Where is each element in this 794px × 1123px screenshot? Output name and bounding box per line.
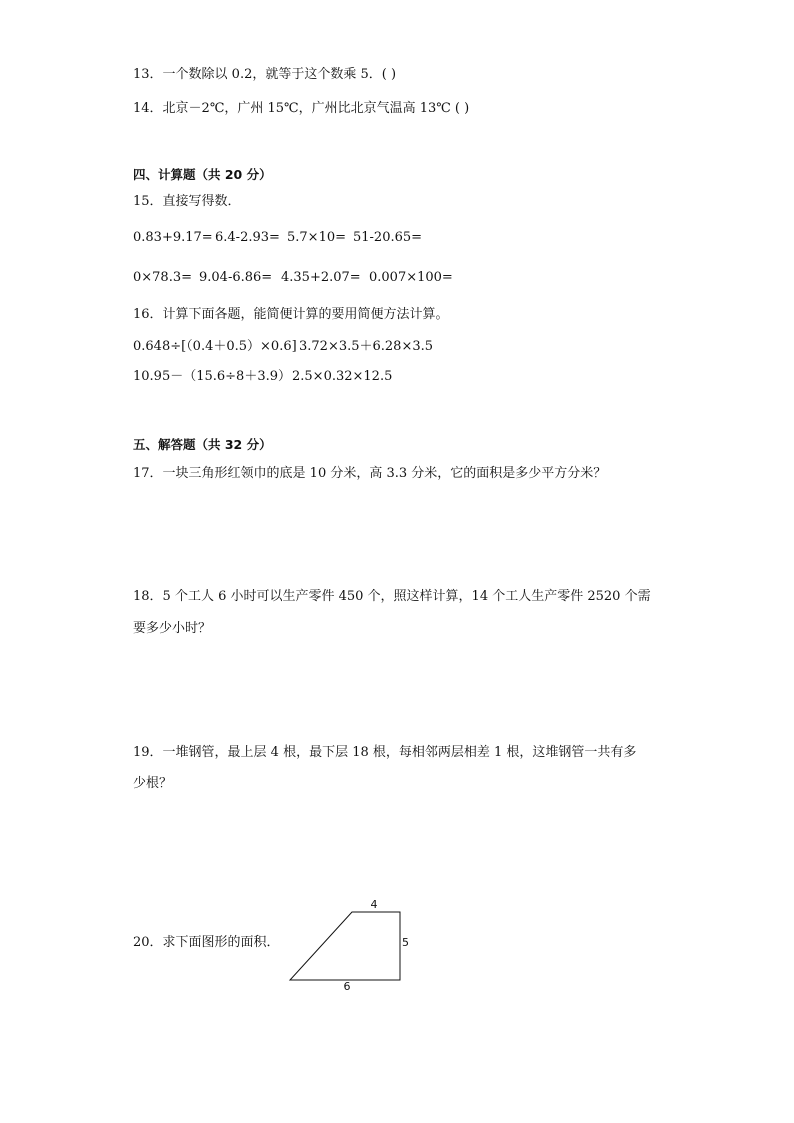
trapezoid-shape: [290, 912, 400, 980]
q16-expr: 3.72×3.5＋6.28×3.5: [299, 339, 434, 354]
question-19-line-1: 19．一堆钢管，最上层 4 根，最下层 18 根，每相邻两层相差 1 根，这堆钢管一共有多: [133, 745, 637, 760]
q15-expr: 0×78.3=: [133, 270, 193, 285]
q16-row-2: [133, 368, 392, 386]
section-5-title: 五、解答题（共 32 分）: [133, 437, 272, 452]
q15-expr: 9.04-6.86=: [199, 270, 273, 285]
q15-expr: 0.007×100=: [369, 270, 453, 285]
q16-expr: 2.5×0.32×12.5: [292, 369, 393, 384]
q15-row-1: [133, 229, 422, 247]
question-16: 16．计算下面各题，能简便计算的要用简便方法计算。: [133, 307, 449, 322]
trapezoid-figure: [280, 895, 410, 995]
q15-expr: 51-20.65=: [353, 230, 423, 245]
question-13: 13．一个数除以 0.2，就等于这个数乘 5．( ): [133, 67, 397, 82]
trapezoid-bottom-label: 6: [343, 980, 351, 993]
q15-expr: 4.35+2.07=: [281, 270, 361, 285]
question-18-line-1: 18．5 个工人 6 小时可以生产零件 450 个，照这样计算，14 个工人生产零件 2520 个需: [133, 589, 651, 604]
question-20: 20．求下面图形的面积．: [133, 935, 280, 950]
question-15: 15．直接写得数．: [133, 194, 241, 209]
trapezoid-top-label: 4: [370, 898, 378, 911]
q16-row-1: [133, 338, 433, 356]
q15-expr: 0.83+9.17=: [133, 230, 213, 245]
trapezoid-side-label: 5: [402, 936, 409, 949]
section-4-title: 四、计算题（共 20 分）: [133, 167, 272, 182]
q16-expr: 0.648÷[（0.4＋0.5）×0.6]: [133, 339, 297, 354]
question-14: 14．北京－2℃，广州 15℃，广州比北京气温高 13℃ ( ): [133, 101, 470, 116]
question-18-line-2: 要多少小时？: [133, 621, 212, 636]
q15-expr: 6.4-2.93=: [215, 230, 280, 245]
q15-row-2: [133, 269, 453, 287]
q16-expr: 10.95－（15.6÷8＋3.9）: [133, 369, 291, 384]
question-19-line-2: 少根？: [133, 776, 173, 791]
question-17: 17．一块三角形红领巾的底是 10 分米，高 3.3 分米，它的面积是多少平方分米？: [133, 466, 607, 481]
q15-expr: 5.7×10=: [287, 230, 347, 245]
